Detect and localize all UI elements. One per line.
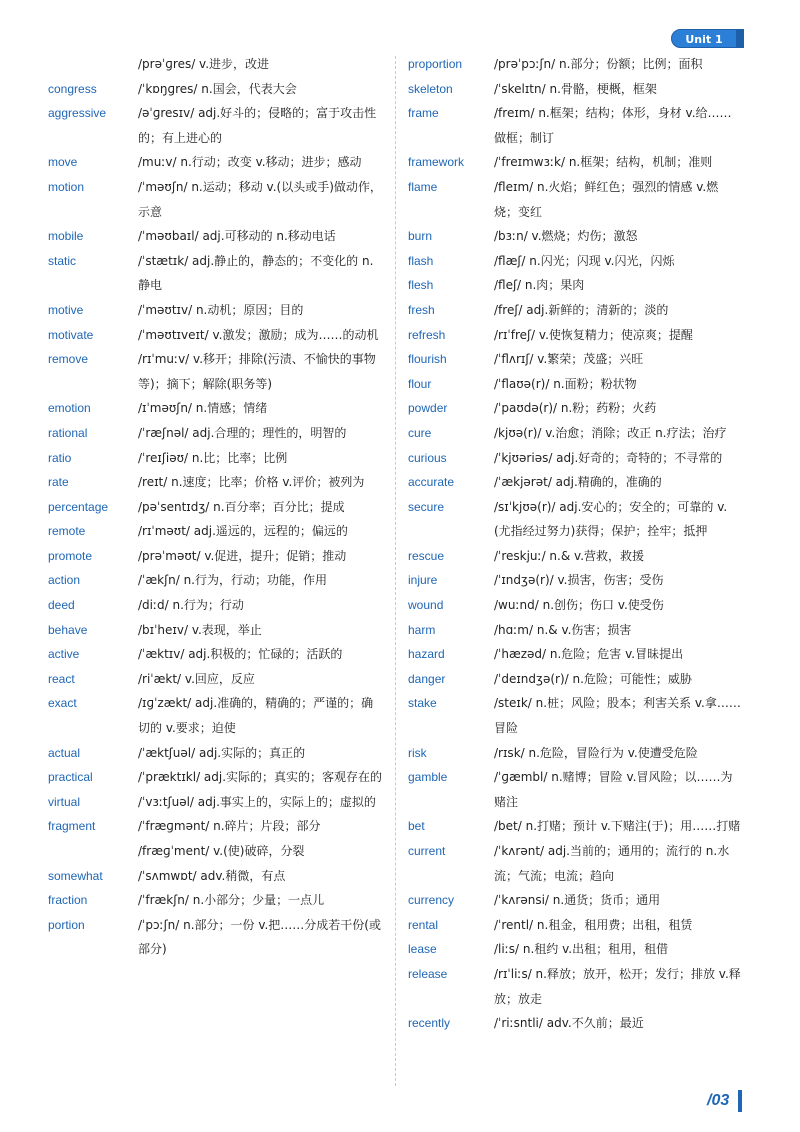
vocab-word: flesh	[408, 278, 434, 293]
vocab-entry	[400, 888, 800, 913]
vocab-definition: /bɜːn/ v.燃烧；灼伤；激怒	[494, 229, 638, 244]
vocab-entry	[400, 298, 800, 323]
vocab-entry	[400, 372, 800, 397]
vocab-definition: /rɪsk/ n.危险，冒险行为 v.使遭受危险	[494, 745, 698, 760]
vocab-definition: /ˈskelɪtn/ n.骨骼，梗概，框架	[494, 81, 657, 96]
vocab-entry	[0, 249, 395, 298]
vocab-word: portion	[48, 917, 85, 932]
vocab-definition: /ˈhæzəd/ n.危险；危害 v.冒昧提出	[494, 647, 684, 662]
vocab-entry	[400, 52, 800, 77]
vocab-word: ratio	[48, 450, 72, 465]
vocab-entry	[400, 421, 800, 446]
vocab-definition: /ˈfræɡmənt/ n.碎片；片段；部分	[138, 819, 321, 834]
vocab-entry	[400, 273, 800, 298]
vocab-word: flourish	[408, 352, 447, 367]
vocab-definition: /ˈstætɪk/ adj.静止的，静态的；不变化的 n.静电	[138, 253, 374, 293]
vocab-entry	[0, 101, 395, 150]
vocab-definition: /ˈkjʊəriəs/ adj.好奇的；奇特的；不寻常的	[494, 450, 723, 465]
vocab-definition: /ˈækʃn/ n.行为，行动；功能，作用	[138, 573, 327, 588]
vocab-entry	[400, 150, 800, 175]
vocab-entry	[0, 667, 395, 692]
vocab-entry	[0, 544, 395, 569]
vocab-word: motion	[48, 179, 85, 194]
vocab-definition: /fleɪm/ n.火焰；鲜红色；强烈的情感 v.燃烧；变红	[494, 179, 719, 219]
vocab-word: remote	[48, 524, 86, 539]
vocab-word: injure	[408, 573, 438, 588]
vocab-word: burn	[408, 229, 433, 244]
vocab-entry	[400, 249, 800, 274]
vocab-entry	[400, 446, 800, 471]
vocab-definition: /ˈvɜːtʃuəl/ adj.事实上的，实际上的；虚拟的	[138, 794, 376, 809]
vocab-entry	[0, 642, 395, 667]
vocab-word: frame	[408, 106, 439, 121]
vocab-definition: /ˈfrækʃn/ n.小部分；少量；一点儿	[138, 893, 325, 908]
vocab-definition: /rɪˈməʊt/ adj.遥远的，远程的；偏远的	[138, 524, 348, 539]
vocab-definition: /ˈpræktɪkl/ adj.实际的；真实的；客观存在的	[138, 770, 383, 785]
vocab-definition: /rɪˈfreʃ/ v.使恢复精力；使凉爽；提醒	[494, 327, 693, 342]
vocab-entry	[0, 593, 395, 618]
vocab-entry	[400, 765, 800, 814]
vocab-entry	[0, 814, 395, 839]
vocab-word: release	[408, 966, 448, 981]
vocab-definition: /ˈməʊʃn/ n.运动；移动 v.(以头或手)做动作，示意	[138, 179, 382, 219]
vocab-definition: /ˈrentl/ n.租金，租用费；出租，租赁	[494, 917, 693, 932]
vocab-word: gamble	[408, 770, 448, 785]
vocab-word: virtual	[48, 794, 81, 809]
vocab-definition: /hɑːm/ n.& v.伤害；损害	[494, 622, 632, 637]
vocab-entry	[400, 962, 800, 1011]
vocab-definition: /bet/ n.打赌；预计 v.下赌注(于)；用……打赌	[494, 819, 741, 834]
right-vocab-column	[400, 52, 800, 1036]
vocab-word: flame	[408, 179, 438, 194]
vocab-definition: /flæʃ/ n.闪光；闪现 v.闪光，闪烁	[494, 253, 675, 268]
vocab-word: mobile	[48, 229, 84, 244]
vocab-entry	[0, 618, 395, 643]
vocab-definition: /ˈæktɪv/ adj.积极的；忙碌的；活跃的	[138, 647, 343, 662]
vocab-definition: /fræɡˈment/ v.(使)破碎，分裂	[138, 844, 305, 858]
vocab-definition: /sɪˈkjʊə(r)/ adj.安心的；安全的；可靠的 v.(尤指经过努力)获得；保护；拴牢；抵押	[494, 499, 728, 539]
vocab-entry	[0, 568, 395, 593]
vocab-word: framework	[408, 155, 465, 170]
vocab-word: promote	[48, 548, 93, 563]
vocab-word: react	[48, 671, 75, 686]
vocab-definition: /ˈkɒŋɡres/ n.国会，代表大会	[138, 81, 297, 96]
vocab-word: rate	[48, 475, 69, 490]
vocab-word: fraction	[48, 893, 88, 908]
vocab-definition: /liːs/ n.租约 v.出租；租用，租借	[494, 942, 669, 957]
vocab-definition: /freʃ/ adj.新鲜的；清新的；淡的	[494, 302, 669, 317]
vocab-word: proportion	[408, 57, 463, 71]
vocab-word: exact	[48, 696, 77, 711]
vocab-definition: /ɪˈməʊʃn/ n.情感；情绪	[138, 401, 268, 416]
vocab-entry	[0, 52, 395, 77]
vocab-definition: /ˈæktʃuəl/ adj.实际的；真正的	[138, 745, 306, 760]
vocab-definition: /ˈpaʊdə(r)/ n.粉；药粉；火药	[494, 401, 657, 416]
vocab-entry	[400, 470, 800, 495]
vocab-definition: /ˈreskjuː/ n.& v.营救，救援	[494, 548, 645, 563]
vocab-entry	[0, 298, 395, 323]
vocab-word: recently	[408, 1016, 451, 1031]
vocab-entry	[400, 544, 800, 569]
vocab-word: motivate	[48, 327, 94, 342]
vocab-word: action	[48, 573, 81, 588]
vocab-word: motive	[48, 302, 84, 317]
vocab-definition: /ˈflʌrɪʃ/ v.繁荣；茂盛；兴旺	[494, 352, 644, 367]
vocab-word: somewhat	[48, 868, 103, 883]
vocab-word: cure	[408, 425, 432, 440]
vocab-entry	[0, 864, 395, 889]
vocab-definition: /ˈsʌmwɒt/ adv.稍微，有点	[138, 868, 286, 883]
vocab-entry	[400, 814, 800, 839]
vocab-entry	[400, 1011, 800, 1036]
vocab-definition: /ˈdeɪndʒə(r)/ n.危险；可能性；威胁	[494, 671, 692, 686]
vocab-definition: /diːd/ n.行为；行动	[138, 598, 244, 613]
vocab-entry	[0, 888, 395, 913]
vocab-definition: /prəˈpɔːʃn/ n.部分；份额；比例；面积	[494, 57, 703, 71]
vocab-definition: /ˈræʃnəl/ adj.合理的；理性的，明智的	[138, 425, 347, 440]
vocab-entry	[0, 913, 395, 962]
vocab-entry	[400, 667, 800, 692]
vocab-word: stake	[408, 696, 437, 711]
vocab-definition: /rɪˈmuːv/ v.移开；排除(污渍、不愉快的事物等)；摘下；解除(职务等)	[138, 352, 376, 391]
vocab-entry	[0, 790, 395, 815]
vocab-definition: /wuːnd/ n.创伤；伤口 v.使受伤	[494, 598, 664, 613]
vocab-definition: /ˈməʊtɪv/ n.动机；原因；目的	[138, 302, 304, 317]
left-vocab-column	[0, 52, 395, 962]
vocab-word: fresh	[408, 302, 435, 317]
vocab-word: emotion	[48, 401, 91, 416]
vocab-definition: /ˈɡæmbl/ n.赌博；冒险 v.冒风险；以……为赌注	[494, 770, 733, 809]
vocab-entry	[0, 839, 395, 864]
vocab-word: currency	[408, 893, 455, 908]
vocab-entry	[0, 175, 395, 224]
vocab-word: percentage	[48, 499, 109, 514]
vocab-entry	[400, 618, 800, 643]
page-number: /03	[707, 1092, 730, 1109]
vocab-entry	[400, 101, 800, 150]
vocab-word: actual	[48, 745, 81, 760]
vocab-definition: /prəˈməʊt/ v.促进，提升；促销；推动	[138, 548, 347, 563]
vocab-entry	[400, 77, 800, 102]
vocab-entry	[0, 691, 395, 740]
vocab-definition: /ɪɡˈzækt/ adj.准确的，精确的；严谨的；确切的 v.要求；迫使	[138, 696, 374, 736]
vocab-definition: /ˈflaʊə(r)/ n.面粉；粉状物	[494, 376, 637, 391]
vocab-definition: /pəˈsentɪdʒ/ n.百分率；百分比；提成	[138, 499, 345, 514]
vocab-entry	[0, 741, 395, 766]
vocab-word: bet	[408, 819, 425, 834]
vocab-word: lease	[408, 942, 437, 957]
vocab-entry	[0, 446, 395, 471]
vocab-word: move	[48, 155, 78, 170]
vocab-entry	[0, 470, 395, 495]
vocab-definition: /ˈriːsntli/ adv.不久前；最近	[494, 1016, 644, 1031]
vocab-word: harm	[408, 622, 436, 637]
vocab-definition: /ˈkʌrənsi/ n.通货；货币；通用	[494, 893, 661, 908]
vocab-word: wound	[408, 598, 444, 613]
vocab-entry	[0, 347, 395, 396]
vocab-entry	[0, 519, 395, 544]
vocab-word: skeleton	[408, 81, 453, 96]
vocab-word: current	[408, 844, 446, 858]
vocab-word: active	[48, 647, 80, 662]
vocab-word: refresh	[408, 327, 446, 342]
vocab-definition: /bɪˈheɪv/ v.表现，举止	[138, 622, 262, 637]
vocab-entry	[400, 839, 800, 888]
vocab-entry	[0, 765, 395, 790]
vocab-entry	[400, 224, 800, 249]
vocab-entry	[0, 396, 395, 421]
vocab-word: static	[48, 253, 77, 268]
vocab-entry	[400, 642, 800, 667]
vocab-entry	[400, 175, 800, 224]
vocab-word: congress	[48, 81, 97, 96]
vocab-word: danger	[408, 671, 446, 686]
vocab-entry	[400, 347, 800, 372]
vocab-definition: /fleʃ/ n.肉；果肉	[494, 278, 585, 293]
vocab-entry	[400, 913, 800, 938]
vocab-entry	[0, 495, 395, 520]
vocab-definition: /əˈɡresɪv/ adj.好斗的；侵略的；富于攻击性的；有上进心的	[138, 106, 377, 145]
vocab-word: flash	[408, 253, 434, 268]
vocab-word: accurate	[408, 475, 455, 490]
vocab-entry	[400, 937, 800, 962]
vocab-entry	[400, 593, 800, 618]
vocab-entry	[0, 224, 395, 249]
unit-badge: Unit 1	[671, 29, 737, 48]
vocab-definition: /ˈɪndʒə(r)/ v.损害，伤害；受伤	[494, 573, 664, 588]
vocab-word: remove	[48, 352, 89, 367]
vocab-word: powder	[408, 401, 448, 416]
vocab-definition: /reɪt/ n.速度；比率；价格 v.评价；被列为	[138, 475, 365, 490]
vocab-word: aggressive	[48, 106, 107, 121]
unit-badge-tail	[737, 29, 744, 48]
vocab-word: rescue	[408, 548, 445, 563]
vocab-word: rental	[408, 917, 439, 932]
vocab-definition: /ˈməʊbaɪl/ adj.可移动的 n.移动电话	[138, 229, 336, 244]
vocab-definition: /ˈpɔːʃn/ n.部分；一份 v.把……分成若干份(或部分)	[138, 917, 381, 957]
column-divider	[395, 56, 396, 1086]
vocab-word: flour	[408, 376, 432, 391]
vocab-definition: /steɪk/ n.桩；风险；股本；利害关系 v.拿……冒险	[494, 696, 741, 736]
vocab-entry	[400, 495, 800, 544]
vocab-entry	[400, 323, 800, 348]
vocab-entry	[400, 741, 800, 766]
vocab-definition: /rɪˈliːs/ n.释放；放开，松开；发行；排放 v.释放；放走	[494, 966, 741, 1006]
vocab-word: secure	[408, 499, 445, 514]
vocab-definition: /prəˈɡres/ v.进步，改进	[138, 57, 270, 71]
vocab-entry	[0, 421, 395, 446]
vocab-word: deed	[48, 598, 75, 613]
vocab-definition: /kjʊə(r)/ v.治愈；消除；改正 n.疗法；治疗	[494, 425, 727, 440]
vocab-word: behave	[48, 622, 88, 637]
vocab-definition: /ˈfreɪmwɜːk/ n.框架；结构，机制；准则	[494, 155, 713, 170]
vocab-word: rational	[48, 425, 88, 440]
vocab-definition: /riˈækt/ v.回应，反应	[138, 671, 255, 686]
vocab-definition: /ˈməʊtɪveɪt/ v.激发；激励；成为……的动机	[138, 327, 379, 342]
page-number-bar	[738, 1090, 742, 1112]
vocab-entry	[0, 77, 395, 102]
vocab-word: fragment	[48, 819, 96, 834]
vocab-definition: /freɪm/ n.框架；结构；体形，身材 v.给……做框；制订	[494, 106, 732, 145]
vocab-word: risk	[408, 745, 427, 760]
vocab-word: curious	[408, 450, 447, 465]
vocab-word: hazard	[408, 647, 445, 662]
vocab-entry	[0, 150, 395, 175]
vocab-definition: /ˈreɪʃiəʊ/ n.比；比率；比例	[138, 450, 288, 465]
vocab-definition: /muːv/ n.行动；改变 v.移动；进步；感动	[138, 155, 362, 170]
vocab-entry	[400, 396, 800, 421]
vocab-word: practical	[48, 770, 93, 785]
vocab-entry	[400, 691, 800, 740]
vocab-entry	[400, 568, 800, 593]
vocab-definition: /ˈækjərət/ adj.精确的，准确的	[494, 475, 662, 490]
vocab-entry	[0, 323, 395, 348]
vocab-definition: /ˈkʌrənt/ adj.当前的；通用的；流行的 n.水流；气流；电流；趋向	[494, 844, 730, 883]
